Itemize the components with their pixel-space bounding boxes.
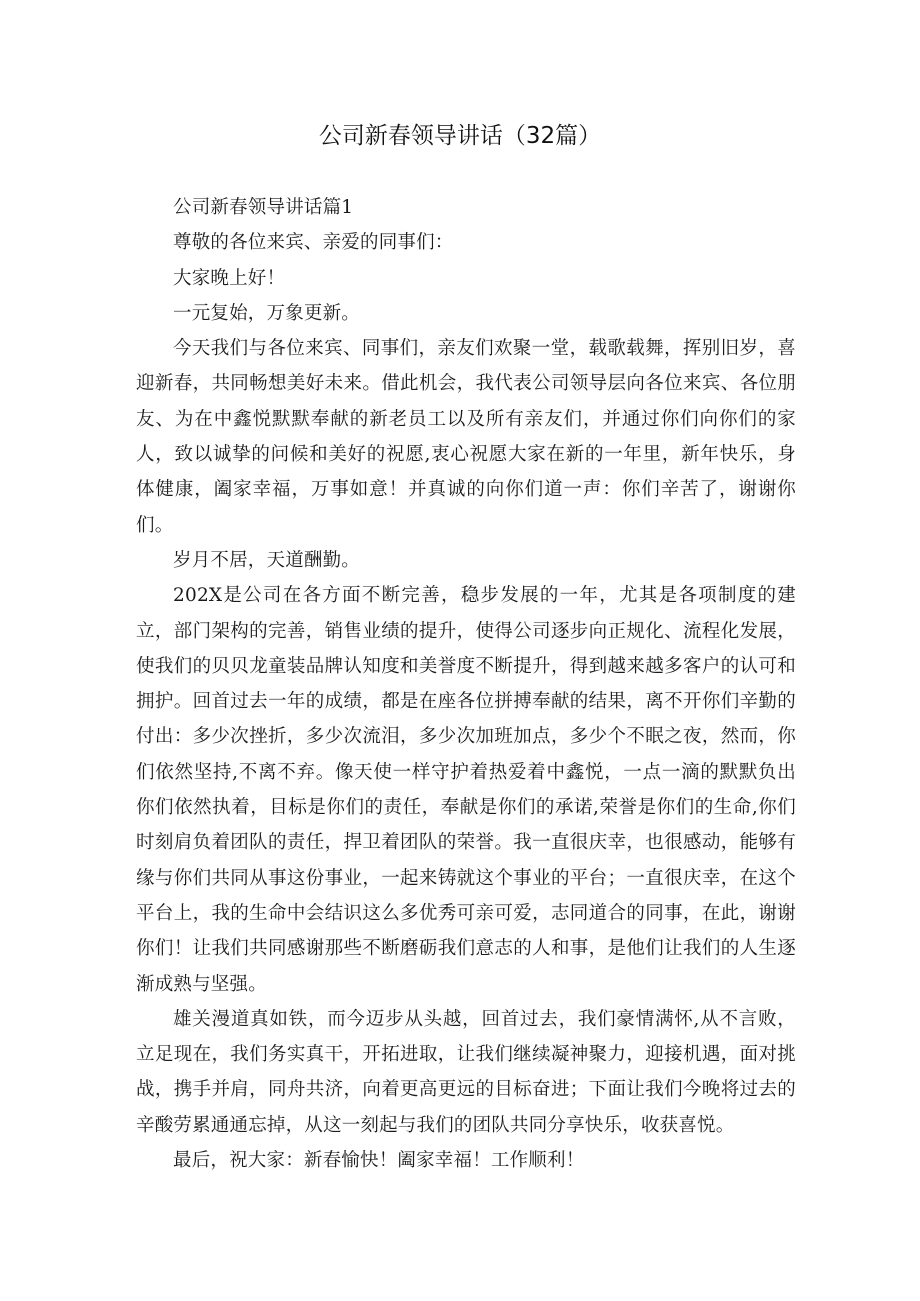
paragraph: 雄关漫道真如铁，而今迈步从头越，回首过去，我们豪情满怀,从不言败，立足现在，我们务实真干，开拓进取，让我们继续凝神聚力，迎接机遇，面对挑战，携手并肩，同舟共济，向着更高更远的目标奋进；下面让我们今晚将过去的辛酸劳累通通忘掉，从这一刻起与我们的团队共同分享快乐，收获喜悦。 xyxy=(136,1008,796,1136)
paragraph: 岁月不居，天道酬勤。 xyxy=(173,549,361,571)
paragraph: 今天我们与各位来宾、同事们，亲友们欢聚一堂，载歌载舞，挥别旧岁，喜迎新春，共同畅想美好未来。借此机会，我代表公司领导层向各位来宾、各位朋友、为在中鑫悦默默奉献的新老员工以及所有亲友们，并通过你们向你们的家人，致以诚挚的问候和美好的祝愿,衷心祝愿大家在新的一年里，新年快乐，身体健康，阖家幸福，万事如意！并真诚的向你们道一声：你们辛苦了，谢谢你们。 xyxy=(136,338,796,536)
paragraph: 一元复始，万象更新。 xyxy=(173,302,361,324)
salutation: 尊敬的各位来宾、亲爱的同事们： xyxy=(173,232,454,254)
greeting: 大家晚上好！ xyxy=(173,267,286,289)
closing-wishes: 最后，祝大家：新春愉快！阖家幸福！工作顺利！ xyxy=(173,1150,585,1172)
page-title: 公司新春领导讲话（32篇） xyxy=(318,123,602,149)
document-body xyxy=(136,190,796,1178)
section-heading: 公司新春领导讲话篇1 xyxy=(173,197,354,218)
paragraph: 202X是公司在各方面不断完善，稳步发展的一年，尤其是各项制度的建立，部门架构的完善，销售业绩的提升，使得公司逐步向正规化、流程化发展，使我们的贝贝龙童装品牌认知度和美誉度不断提升，得到越来越多客户的认可和拥护。回首过去一年的成绩，都是在座各位拼搏奉献的结果，离不开你们辛勤的付出：多少次挫折，多少次流泪，多少次加班加点，多少个不眠之夜，然而，你们依然坚持,不离不弃。像天使一样守护着热爱着中鑫悦，一点一滴的默默负出你们依然执着，目标是你们的责任，奉献是你们的承诺,荣誉是你们的生命,你们时刻肩负着团队的责任，捍卫着团队的荣誉。我一直很庆幸，也很感动，能够有缘与你们共同从事这份事业，一起来铸就这个事业的平台；一直很庆幸，在这个平台上，我的生命中会结识这么多优秀可亲可爱，志同道合的同事，在此，谢谢你们！让我们共同感谢那些不断磨砺我们意志的人和事，是他们让我们的人生逐渐成熟与坚强。 xyxy=(136,585,796,995)
